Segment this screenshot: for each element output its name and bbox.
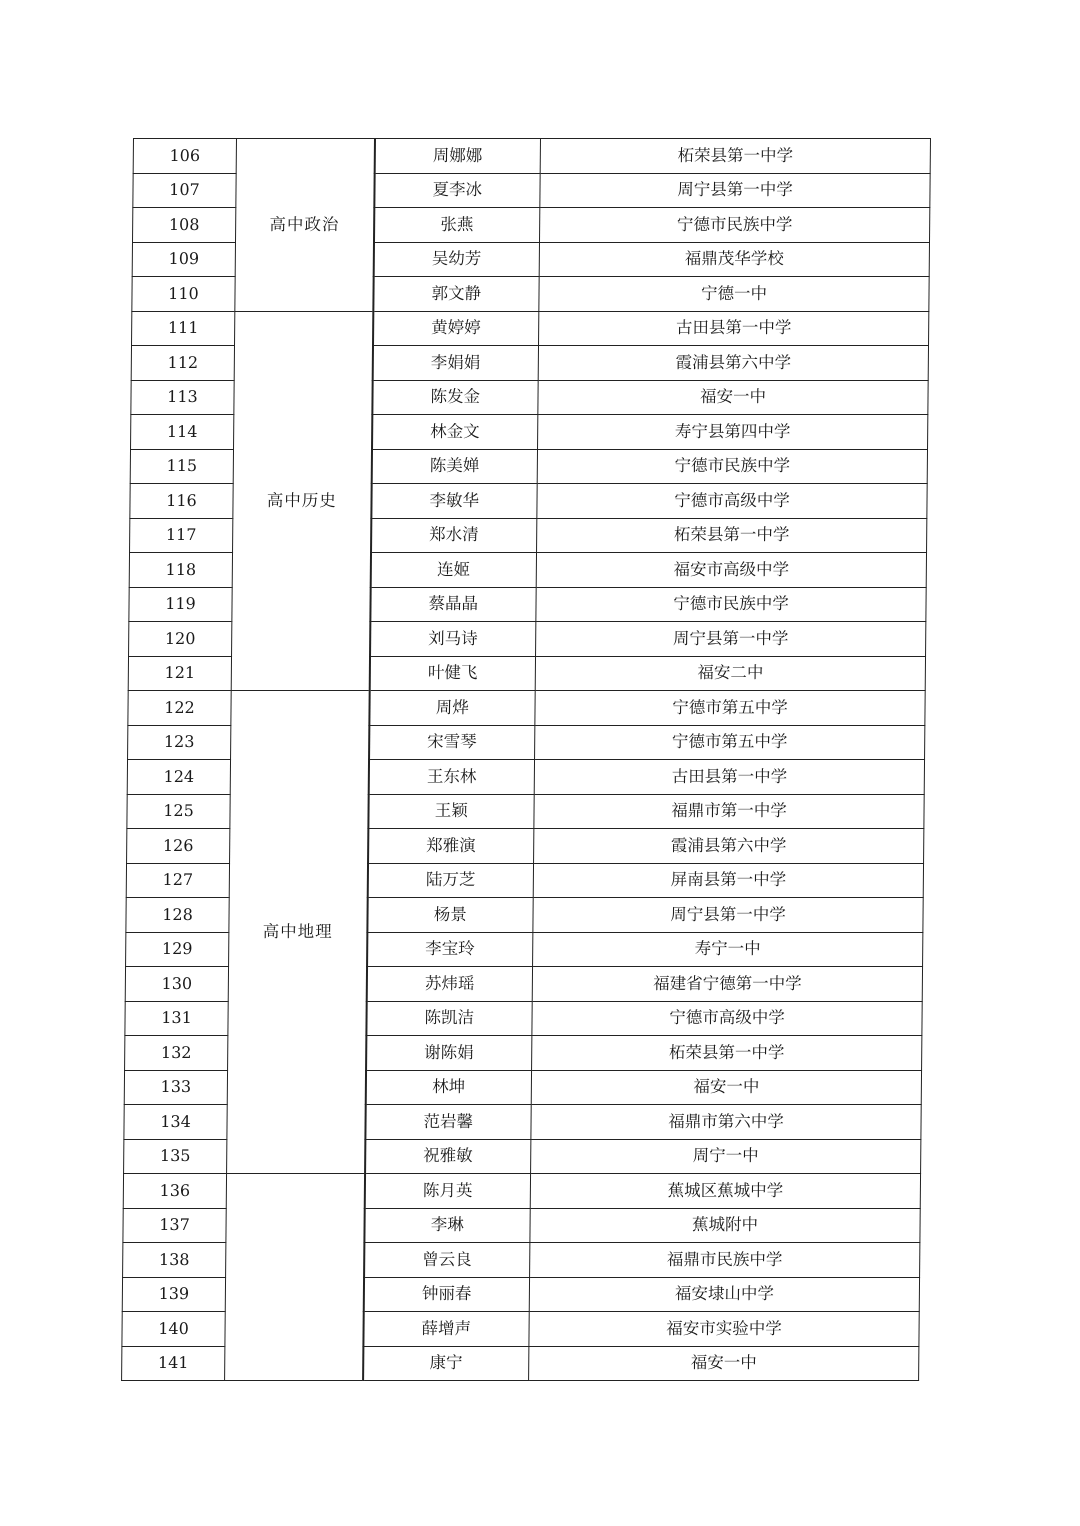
row-number-cell: 138 [123,1243,226,1278]
school-cell: 古田县第一中学 [534,760,924,795]
row-number-cell: 140 [122,1312,225,1347]
school-cell: 寿宁一中 [533,932,923,967]
subject-cell: 高中政治 [235,139,375,312]
teacher-name-cell: 陈月英 [364,1174,530,1209]
row-number-cell: 136 [123,1174,226,1209]
row-number-cell: 113 [131,380,234,415]
teacher-name-cell: 林金文 [372,415,538,450]
school-cell: 宁德市民族中学 [536,587,926,622]
row-number-cell: 127 [126,863,229,898]
row-number-cell: 139 [122,1277,225,1312]
school-cell: 宁德市第五中学 [535,725,925,760]
school-cell: 福鼎市第六中学 [531,1105,921,1140]
school-cell: 周宁县第一中学 [536,622,926,657]
row-number-cell: 109 [132,242,235,277]
school-cell: 蕉城附中 [530,1208,920,1243]
table-row [132,311,929,346]
teacher-name-cell: 陈凯洁 [366,1001,532,1036]
school-cell: 福安一中 [538,380,928,415]
row-number-cell: 120 [129,622,232,657]
row-number-cell: 132 [125,1036,228,1071]
teacher-name-cell: 祝雅敏 [365,1139,531,1174]
teacher-name-cell: 张燕 [374,208,540,243]
school-cell: 柘荣县第一中学 [540,139,930,174]
teacher-name-cell: 黄婷婷 [373,311,539,346]
teacher-roster-table [121,138,931,1381]
row-number-cell: 121 [128,656,231,691]
table-row [133,139,930,174]
row-number-cell: 133 [124,1070,227,1105]
school-cell: 宁德一中 [539,277,929,312]
row-number-cell: 125 [127,794,230,829]
school-cell: 福安一中 [531,1070,921,1105]
teacher-name-cell: 郭文静 [373,277,539,312]
school-cell: 古田县第一中学 [539,311,929,346]
school-cell: 柘荣县第一中学 [537,518,927,553]
row-number-cell: 111 [132,311,235,346]
teacher-name-cell: 王颖 [368,794,534,829]
teacher-name-cell: 苏炜瑶 [366,967,532,1002]
teacher-name-cell: 杨景 [367,898,533,933]
teacher-name-cell: 王东林 [368,760,534,795]
teacher-name-cell: 范岩馨 [365,1105,531,1140]
row-number-cell: 137 [123,1208,226,1243]
school-cell: 福安一中 [529,1346,919,1381]
school-cell: 宁德市第五中学 [535,691,925,726]
school-cell: 霞浦县第六中学 [534,829,924,864]
table-row [123,1174,920,1209]
school-cell: 福鼎茂华学校 [539,242,929,277]
row-number-cell: 115 [130,449,233,484]
row-number-cell: 116 [130,484,233,519]
row-number-cell: 131 [125,1001,228,1036]
row-number-cell: 106 [133,139,236,174]
row-number-cell: 123 [128,725,231,760]
teacher-name-cell: 李琳 [364,1208,530,1243]
row-number-cell: 110 [132,277,235,312]
school-cell: 福安市高级中学 [536,553,926,588]
teacher-name-cell: 钟丽春 [363,1277,529,1312]
school-cell: 周宁一中 [531,1139,921,1174]
teacher-name-cell: 林坤 [365,1070,531,1105]
teacher-name-cell: 连姬 [370,553,536,588]
row-number-cell: 119 [129,587,232,622]
school-cell: 宁德市民族中学 [537,449,927,484]
subject-cell: 高中历史 [231,311,373,691]
teacher-name-cell: 李宝玲 [367,932,533,967]
row-number-cell: 126 [127,829,230,864]
teacher-name-cell: 陈美婵 [371,449,537,484]
teacher-name-cell: 陈发金 [372,380,538,415]
teacher-name-cell: 李娟娟 [372,346,538,381]
teacher-name-cell: 吴幼芳 [373,242,539,277]
row-number-cell: 117 [130,518,233,553]
subject-cell [225,1174,365,1381]
teacher-name-cell: 李敏华 [371,484,537,519]
row-number-cell: 130 [125,967,228,1002]
row-number-cell: 141 [122,1346,225,1381]
row-number-cell: 108 [133,208,236,243]
school-cell: 福安市实验中学 [529,1312,919,1347]
teacher-name-cell: 陆万芝 [367,863,533,898]
school-cell: 周宁县第一中学 [540,173,930,208]
school-cell: 福安二中 [535,656,925,691]
teacher-name-cell: 郑雅演 [368,829,534,864]
row-number-cell: 134 [124,1105,227,1140]
row-number-cell: 135 [124,1139,227,1174]
school-cell: 福安埭山中学 [529,1277,919,1312]
teacher-name-cell: 刘马诗 [370,622,536,657]
teacher-name-cell: 薛增声 [363,1312,529,1347]
subject-cell: 高中地理 [227,691,370,1174]
school-cell: 屏南县第一中学 [533,863,923,898]
teacher-name-cell: 蔡晶晶 [370,587,536,622]
teacher-name-cell: 谢陈娟 [366,1036,532,1071]
school-cell: 霞浦县第六中学 [538,346,928,381]
teacher-name-cell: 夏李冰 [374,173,540,208]
school-cell: 宁德市民族中学 [540,208,930,243]
school-cell: 福建省宁德第一中学 [532,967,922,1002]
school-cell: 福鼎市民族中学 [530,1243,920,1278]
school-cell: 福鼎市第一中学 [534,794,924,829]
teacher-name-cell: 周烨 [369,691,535,726]
school-cell: 周宁县第一中学 [533,898,923,933]
table-row [128,691,925,726]
row-number-cell: 107 [133,173,236,208]
school-cell: 寿宁县第四中学 [538,415,928,450]
school-cell: 柘荣县第一中学 [532,1036,922,1071]
row-number-cell: 124 [127,760,230,795]
row-number-cell: 122 [128,691,231,726]
school-cell: 宁德市高级中学 [532,1001,922,1036]
school-cell: 蕉城区蕉城中学 [530,1174,920,1209]
teacher-name-cell: 康宁 [363,1346,529,1381]
row-number-cell: 118 [129,553,232,588]
roster-body [122,139,931,1381]
teacher-name-cell: 曾云良 [364,1243,530,1278]
teacher-name-cell: 宋雪琴 [369,725,535,760]
teacher-name-cell: 郑水清 [371,518,537,553]
teacher-name-cell: 周娜娜 [374,139,540,174]
row-number-cell: 112 [131,346,234,381]
school-cell: 宁德市高级中学 [537,484,927,519]
row-number-cell: 114 [131,415,234,450]
teacher-name-cell: 叶健飞 [369,656,535,691]
row-number-cell: 128 [126,898,229,933]
row-number-cell: 129 [126,932,229,967]
